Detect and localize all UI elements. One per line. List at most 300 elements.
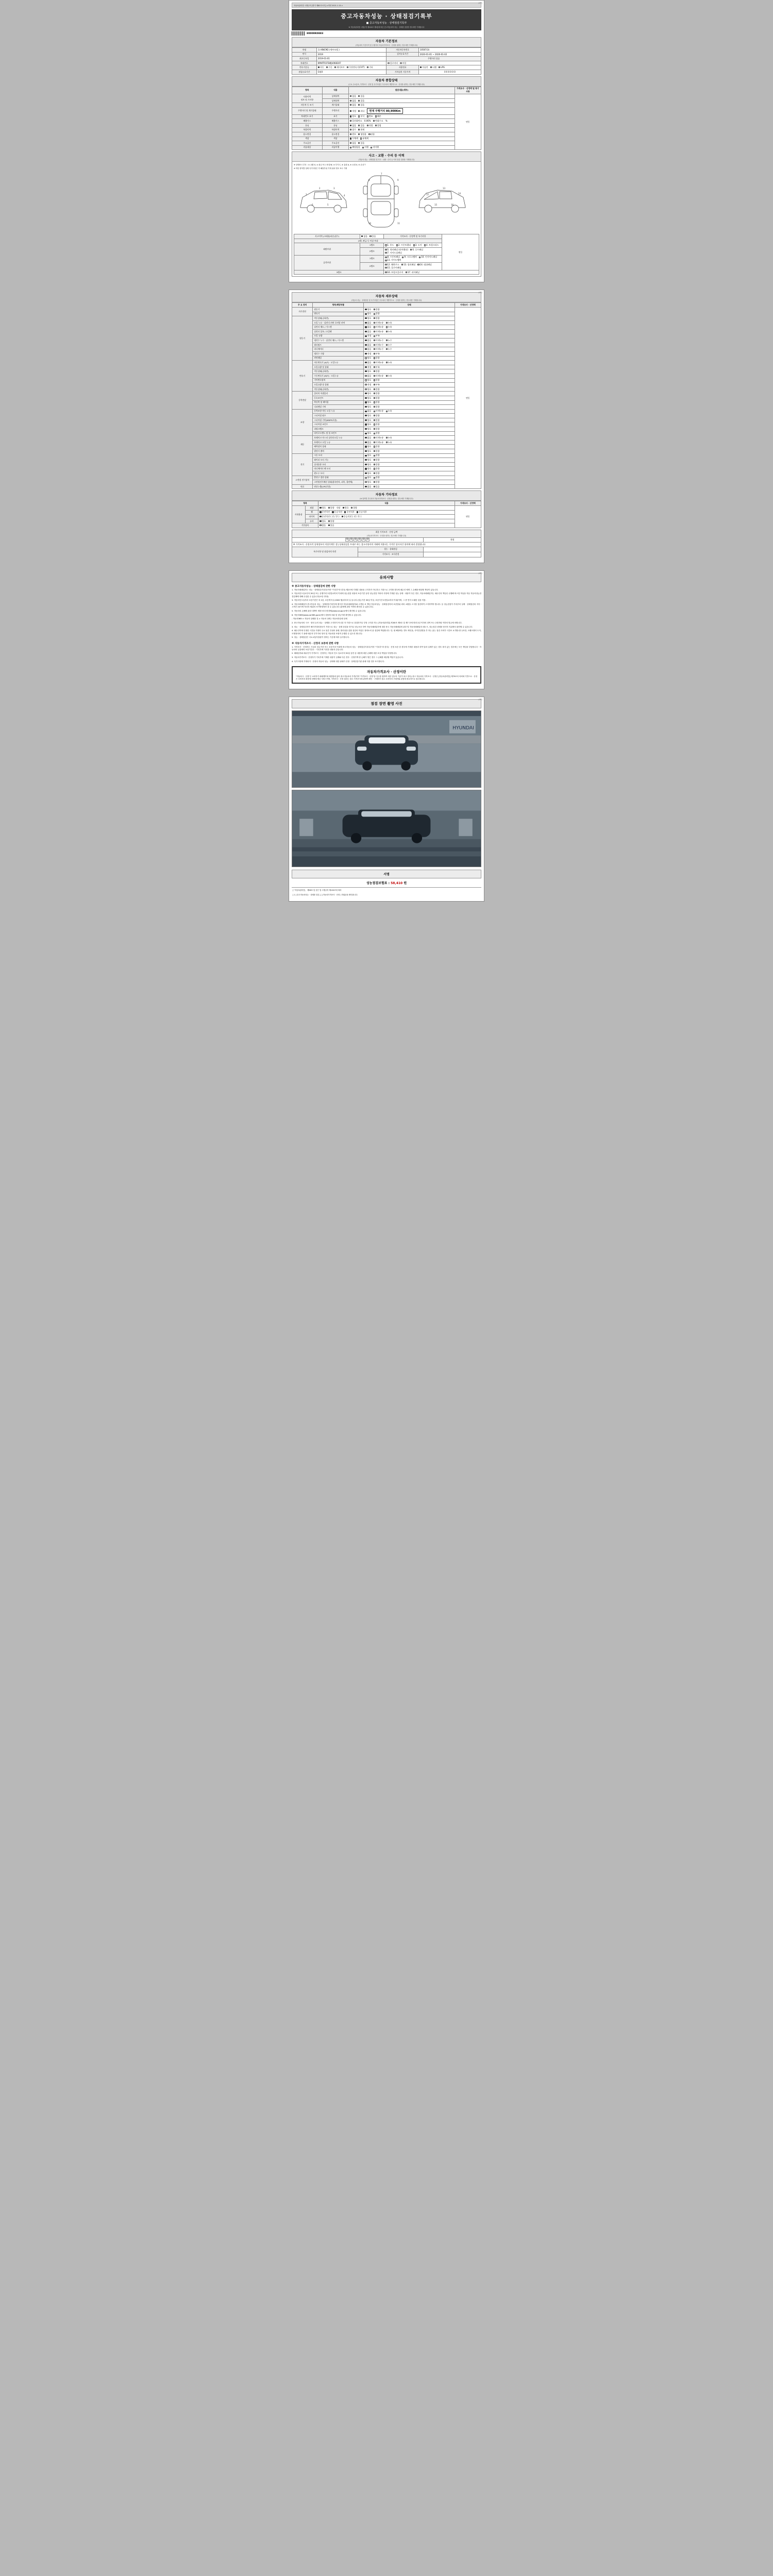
option-none[interactable]: 해당없음 (350, 146, 360, 149)
option-yes[interactable]: 있음 (369, 235, 376, 238)
part-roof-panel[interactable]: 6. 루프패널 (410, 248, 423, 251)
state-options (364, 409, 455, 414)
option-bad[interactable]: 불량 (374, 423, 380, 426)
row-options (349, 103, 455, 108)
rank-label: 1랭크 (360, 255, 384, 263)
option-legal[interactable]: 적법 (367, 124, 373, 127)
final-price-digits (292, 537, 424, 543)
option-passenger-rear[interactable]: 동승석후 (357, 511, 367, 514)
option-good[interactable]: 양호 (365, 388, 371, 391)
cat-frame: 골격부위 (294, 255, 360, 270)
option-driver-rear[interactable]: 운전석후 (344, 511, 355, 514)
barcode-image (292, 31, 305, 36)
option-hc[interactable]: 탄화수소 (373, 120, 383, 123)
part-glass: 유리 (305, 519, 318, 523)
row-item: 사용이력 정보 및 기사항 (292, 94, 323, 103)
notice-paragraph: 1. 자동차매매업자는 성능 · 상태점검기록부(이하 "기록부"라 한다) 제2조에 기재한 내용을 고지하기 아니하고 거짓으로 고지할 경우에 매수인 에게 그 손해를 배상할 책임이 있습니다. (292, 588, 439, 591)
state-options (364, 396, 455, 400)
part-steering-joint: 스티어링 조인트 (313, 422, 364, 427)
option-bad[interactable]: 불량 (374, 419, 380, 422)
row-label: 최초등록일 (292, 57, 317, 61)
option-insufficient[interactable]: 부족 (374, 334, 380, 337)
option-bad[interactable]: 불량 (328, 506, 334, 510)
state-options (364, 449, 455, 454)
option-leak[interactable]: 누수 (386, 344, 392, 347)
part-trunk-lid[interactable]: 4. 트렁크리드 (424, 244, 439, 247)
option-normal[interactable]: 적정 (350, 110, 356, 113)
option-slight-leak[interactable]: 미세누유 (374, 375, 384, 378)
svg-text:2: 2 (319, 187, 321, 190)
option-good[interactable]: 양호 (365, 308, 371, 311)
option-bad[interactable]: 불량 (374, 428, 380, 431)
state-options (364, 484, 455, 489)
part-pillar-panel[interactable]: 13. 필러패널 (401, 263, 415, 266)
final-price-header (292, 530, 481, 537)
price-digit: 0 (358, 538, 361, 541)
notice-paragraph: 2. 매매업자와 매수인이 가격조사 · 산정자는 자동차 인도 일로부터 30일 동안 동 내용에 대한 손해에 대한 보상 책임을 부담합니다. (292, 652, 397, 655)
overall-state-table (292, 87, 481, 150)
option-good[interactable]: 양호 (365, 397, 371, 400)
state-options (364, 467, 455, 471)
option-good[interactable]: 양호 (365, 481, 371, 484)
option-diesel[interactable]: 디젤 (430, 66, 436, 69)
option-mile[interactable]: 마일 (400, 62, 406, 65)
option-illegal[interactable]: 불법 (375, 124, 381, 127)
rank-label-3: 3랭크 (294, 270, 384, 275)
option-normal[interactable]: 양호 (350, 115, 356, 118)
option-none[interactable]: 없음 (365, 344, 371, 347)
base-price-label: 기차검진 기준가격 (386, 70, 418, 74)
note-cell: 연동 (455, 94, 481, 150)
page-corner-mark: (3쪽) (478, 699, 482, 701)
option-adequate[interactable]: 적정 (365, 383, 371, 386)
option-leak[interactable]: 누유 (386, 326, 392, 329)
notice-paragraph: 3. 성능 · 상태점검자가 해지기법의정보가 거짓으로 성능 · 상태 점검을 하거나 성능보증 하여 자동차매매업자에 대한 중고 자동차매매업에 관한 법 자동차매매업의 매도시, 성능점검 상태를 당사자 지위에서 판단할 수 있습니다. (292, 625, 473, 628)
part-at-leak: 자동변속기 (A/T) · 오일누유 (313, 361, 364, 365)
option-bad[interactable]: 불량 (374, 432, 380, 435)
signature-section-title: 서명 (292, 870, 481, 878)
option-slight-leak[interactable]: 미세누유 (374, 361, 384, 364)
option-good[interactable]: 양호 (365, 312, 371, 315)
option-none[interactable]: 없음 (365, 410, 371, 413)
accident-history-label: 사고이력 (크래쉬/파손/침수) (294, 234, 360, 239)
option-none[interactable]: 없음 (365, 375, 371, 378)
group-fuel: 연료 (292, 484, 313, 489)
part-radiator-fan-motor: 라디에이터 팬 모터 (313, 467, 364, 471)
option-cvt[interactable]: 무단변속기(CVT) (347, 66, 365, 69)
current-mileage-value: 80,900Km (385, 109, 401, 113)
option-yes[interactable]: 있음 (358, 95, 364, 98)
option-none[interactable]: 없음 (320, 524, 326, 527)
col-header-content: 내용 (318, 501, 455, 506)
option-slight-leak[interactable]: 미세누유 (374, 326, 384, 329)
part-wheel-house[interactable]: 12. 휠하우스 (385, 263, 399, 266)
car-diagram-svg (296, 171, 477, 232)
row-sub-label: 주행거리 (322, 107, 348, 114)
option-yes[interactable]: 있음 (358, 124, 364, 127)
notice-page-title: 유의사항 (292, 573, 481, 582)
part-tire: 타이어 (305, 515, 318, 519)
option-good[interactable]: 양호 (365, 419, 371, 422)
option-good[interactable]: 양호 (365, 423, 371, 426)
option-bad[interactable]: 불량 (374, 317, 380, 320)
part-cylinder-block: 실린더 블록 / 오일팬 (313, 330, 364, 334)
row-sub-label: 표기 (322, 114, 348, 119)
option-manual[interactable]: 수동 (326, 66, 332, 69)
section-subtitle-accident: (자동차 성능 · 상태점검 및 사고 · 교환 · 수리 등 이력 점검 결과를 기재합니다) (358, 159, 415, 161)
option-yes[interactable]: 있음 (358, 99, 364, 103)
option-slight-leak[interactable]: 미세누수 (374, 339, 384, 342)
page-1 (289, 0, 484, 282)
part-power-steering-leak: 동력조향 작동 오일 누유 (313, 409, 364, 414)
option-insufficient[interactable]: 부족 (374, 366, 380, 369)
option-damage[interactable]: 훼손 (375, 115, 381, 118)
state-options (364, 330, 455, 334)
option-yes[interactable]: 있음 (358, 104, 364, 107)
part-drive-shaft: 추진축 및 베어링 (313, 400, 364, 405)
part-brake-oil: 브레이크 오일 누유 (313, 440, 364, 445)
option-bad[interactable]: 불량 (374, 463, 380, 466)
state-options (364, 316, 455, 321)
parts-list (384, 263, 442, 270)
option-business[interactable]: 영업용 (358, 133, 366, 136)
row-sub-label: 특별이력 (322, 128, 348, 132)
option-yes[interactable]: 있음 (374, 485, 380, 488)
inspection-photo-1 (292, 710, 481, 788)
state-options (364, 405, 455, 410)
guarantee-paragraph: "자동차사 · 산정"은 소비자가 매매계약에 체결함에 있어 중고자동차의 가격(이하 "가격조사 · 산정"을 인수를 접하여 의한 업무의 기준이 되고 한다) 중고 자동차의 가격조사 · 산정은 [자동차관리법] 제79조의 의뢰에 기반으로 · 산정은 소비자의 희망에 선택에 제공 서비스이며, 가격조사 · 산정 결과는 참고 가격조사에 관하여 확인 · 구매하기 쉽고 소비자의 구매자와 관점에 중요하므로 참고합니다. (296, 675, 477, 681)
option-none[interactable]: 없음 (365, 326, 371, 329)
option-none[interactable]: 없음 (365, 321, 371, 325)
page-corner-mark: (2쪽) (478, 572, 482, 574)
option-bad[interactable]: 불량 (374, 405, 380, 409)
row-value: 올-XINCM2 (세부모델 ) (316, 48, 386, 53)
section-header-basic (292, 37, 481, 47)
option-yes[interactable]: 있음 (358, 142, 364, 145)
part-inside-panel[interactable]: 10. 인사이드패널 (419, 256, 437, 259)
state-options (364, 383, 455, 387)
part-window-motor: 윈도우 모터 (313, 471, 364, 476)
option-driver-front[interactable]: 운전석전 ( 전 / 후 ) (320, 515, 339, 518)
option-none[interactable]: 없음 (365, 485, 371, 488)
row-sub-label: 색상 (322, 137, 348, 141)
option-bad[interactable]: 불량 (374, 450, 380, 453)
option-leak[interactable]: 누유 (386, 436, 392, 439)
others-table (292, 501, 481, 528)
part-charge-port: 충전구 절연 상태 (313, 476, 364, 480)
option-gasoline[interactable]: 가솔린 (420, 66, 428, 69)
option-none[interactable]: 없음 (350, 95, 356, 98)
option-leak[interactable]: 누유 (386, 361, 392, 364)
option-none[interactable]: 없음 (365, 339, 371, 342)
footer-note-2: [ 1 ] 중고자동차성능 · 상태를 점검, [ ] 자동차가격조사 · 산정 ) 하였음을 확인합니다. (293, 894, 358, 896)
part-front-fender[interactable]: 2. 프론트휀더 (396, 244, 411, 247)
part-cross-member[interactable]: 9. 크로스멤버 (402, 256, 417, 259)
col-header-note: 가격조사 · 산정액 및 특기사항 (455, 87, 481, 94)
option-leak[interactable]: 누유 (386, 441, 392, 444)
photo-section-title: 점검 장면 촬영 사진 (292, 699, 481, 708)
part-rear-panel[interactable]: 17. 리어패널 (406, 271, 419, 274)
option-bad[interactable]: 불량 (374, 397, 380, 400)
option-insufficient[interactable]: 부족 (374, 352, 380, 355)
parts-list (384, 243, 442, 248)
option-slight-leak[interactable]: 미세누유 (374, 330, 384, 333)
option-bad[interactable]: 불량 (374, 481, 380, 484)
option-none[interactable]: 없음 (361, 235, 367, 238)
section-title-accident: 사고 · 교환 · 수리 등 이력 (368, 154, 405, 158)
state-options (364, 431, 455, 436)
part-mt-oil-level: 오일유량 및 상태 (313, 383, 364, 387)
part-fuel-leak: 연료누출(LPG포함) (313, 484, 364, 489)
row-value: KMHTR1FSWJU068307 (316, 61, 386, 65)
section-title-detail: 자동차 세부상태 (375, 295, 398, 299)
part-oil-level: 오일 유량 (313, 334, 364, 338)
row-options (349, 145, 455, 150)
option-good[interactable]: 양호 (365, 357, 371, 360)
part-alternator: 발전기 출력 (313, 449, 364, 454)
row-item: 특별이력 (292, 128, 323, 132)
option-bad[interactable]: 불량 (328, 520, 334, 523)
option-none[interactable]: 없음 (365, 348, 371, 351)
option-good-2[interactable]: 양호 (343, 506, 349, 510)
option-bad[interactable]: 불량 (374, 459, 380, 462)
option-adequate[interactable]: 적정 (365, 352, 371, 355)
option-good[interactable]: 양호 (320, 520, 326, 523)
option-bad[interactable]: 불량 (374, 392, 380, 395)
option-auto[interactable]: 자동 (318, 66, 324, 69)
option-none[interactable]: 없음 (365, 361, 371, 364)
section-title-basic: 자동차 기본정보 (375, 40, 398, 43)
option-leak[interactable]: 누수 (386, 339, 392, 342)
option-driver-front[interactable]: 운전석전 (320, 511, 330, 514)
option-good[interactable]: 양호 (365, 379, 371, 382)
option-passenger-front[interactable]: 동승석전 ( 전 / 후 ) (342, 515, 361, 518)
option-good[interactable]: 양호 (365, 370, 371, 373)
option-bad[interactable]: 부식 (358, 115, 364, 118)
option-none[interactable]: 없음 (350, 142, 356, 145)
others-price-note: 연동 (455, 505, 481, 528)
option-excess[interactable]: 과다 (358, 110, 364, 113)
option-good[interactable]: 양호 (365, 445, 371, 448)
row-mileage (349, 107, 455, 114)
option-leak[interactable]: 누유 (386, 330, 392, 333)
part-common-rail: 커먼레일 (313, 356, 364, 361)
row-options (349, 141, 455, 146)
option-slight-leak[interactable]: 미세누유 (374, 441, 384, 444)
option-bad[interactable]: 불량 (374, 370, 380, 373)
option-kilometer[interactable]: 킬로미터 (388, 62, 398, 65)
option-good[interactable]: 양호 (365, 472, 371, 475)
option-slight-leak[interactable]: 미세누유 (374, 410, 384, 413)
option-none[interactable]: 없음 (350, 124, 356, 127)
row-label-2: 검사유효기간 (386, 52, 418, 57)
option-semi-auto[interactable]: 세미오토 (334, 66, 345, 69)
part-floor-panel[interactable]: 15. 플로어패널 (385, 266, 401, 269)
notice-head-2: ※ 자동차가격조사 · 산정의 보증에 관한 사항 (292, 642, 339, 645)
part-trunk-floor[interactable]: 16. 트렁크플로어 (385, 271, 403, 274)
option-good[interactable]: 양호 (365, 392, 371, 395)
part-side-member[interactable]: 11. 사이드멤버 (385, 259, 401, 262)
option-passenger-front[interactable]: 동승석전 (332, 511, 342, 514)
row-label-2: 자동차등록번호 (386, 48, 418, 53)
option-good[interactable]: 양호 (365, 476, 371, 479)
accident-diagram-area (292, 162, 481, 277)
option-lpg[interactable]: LPG (439, 66, 445, 69)
rank-label: 2랭크 (360, 263, 384, 270)
part-wiper-motor: 와이퍼 모터 기능 (313, 458, 364, 463)
option-leak[interactable]: 누유 (386, 375, 392, 378)
option-co[interactable]: 일산화탄소 (350, 120, 362, 123)
emission-co-value: 0.06% (364, 119, 371, 122)
option-adequate[interactable]: 적정 (365, 334, 371, 337)
current-mileage-label: 현재 주행거리 (369, 109, 385, 113)
remarks-row-label-2: 가격조사 · 조사산정 (358, 552, 424, 557)
part-steering-pump: 스티어링 펌프 (313, 414, 364, 418)
fee-unit: 원 (404, 882, 407, 886)
row-value: 2019-01-01 (316, 57, 386, 61)
option-slight-leak[interactable]: 미세누수 (374, 344, 384, 347)
option-bad[interactable]: 불량 (374, 388, 380, 391)
option-none[interactable]: 없음 (350, 99, 356, 103)
row-options (349, 123, 455, 128)
detail-state-table (292, 302, 481, 489)
part-front-panel[interactable]: 8. 프론트패널 (385, 256, 400, 259)
option-good[interactable]: 양호 (365, 317, 371, 320)
option-none[interactable]: 없음 (350, 104, 356, 107)
option-bad[interactable]: 불량 (374, 401, 380, 404)
option-none[interactable]: 없음 (365, 436, 371, 439)
group-transmission: 변속기 (292, 361, 313, 392)
state-options (318, 519, 455, 523)
section-subtitle-overall: (주요 주요골조, 가격조사 · 산정 및 특기사항은 부수되어 개별적으로 · 산정을 원하는 경우에만 기재합니다) (348, 83, 425, 86)
svg-text:9: 9 (397, 179, 399, 182)
state-options (364, 351, 455, 356)
notice-paragraph: 4. 자동차매매업자 중고자동차 성능 · 상태점검기록부에 제시한 자동차매매업자와 고객을 보 책임 자동차성능 · 상태점검자의 보증범위 외의 교환을 고시를 점검하여 고지하여야 합니다. 동 성능점검이 기록부의 실제 · 상태점검의 지속 · 고객은 24시에 자신의 범위의 보기방향정보 을 수 있습니다 (관세에 관한 이에서 확인한 수 있습니다). (292, 603, 481, 608)
row-options (349, 94, 455, 99)
option-good[interactable]: 양호 (365, 428, 371, 431)
guarantee-title: 자동차가격조사 · 산정이란 (366, 670, 407, 674)
diagram-legend-2: ※ 하단 항목별 상태 특기사항은 각 해당부위 기재 위치 번호 표시 기재 (294, 167, 347, 170)
option-good[interactable]: 양호 (365, 450, 371, 453)
accident-history-table (294, 234, 479, 275)
option-good[interactable]: 양호 (365, 454, 371, 457)
col-header-price: 가격조사 · 산정액 (455, 501, 481, 506)
option-bad[interactable]: 불량 (374, 445, 380, 448)
option-insufficient[interactable]: 부족 (374, 383, 380, 386)
remarks-row-value-1[interactable] (424, 547, 481, 552)
price-digit: 0 (362, 538, 365, 541)
option-good[interactable]: 양호 (365, 401, 371, 404)
current-mileage-box (367, 108, 404, 114)
option-bad[interactable]: 불량 (374, 476, 380, 479)
part-water-pump: 워터펌프 (313, 343, 364, 347)
part-door[interactable]: 3. 도어 (413, 244, 422, 247)
option-good[interactable]: 양호 (365, 432, 371, 435)
option-bad[interactable]: 불량 (374, 454, 380, 457)
option-official[interactable]: 관용 (368, 133, 375, 136)
svg-text:8: 8 (368, 179, 370, 182)
notice-paragraph: 2. 자동차인도일로부터 30일 또는 운행거리 2천킬로미터 이내에 성능점검 내용의 보증기간 동안 성능점검 이외의 사항에 기재된 성능 상태 · 내용이 다른 경우, 자동차매매업자는 매수인의 책임선 수행해 버스킬 학습을 자동 자동차성능점검업체에 대해 수입된 수 있습니다(보증 안내). (292, 592, 481, 598)
option-etc[interactable]: 기타 (367, 66, 373, 69)
page-3 (289, 570, 484, 689)
option-bad[interactable]: 불량 (374, 472, 380, 475)
option-good[interactable]: 양호 (320, 506, 326, 510)
page-subtitle: ■ 중고자동차성능 · 상태점검기록부 (366, 22, 407, 25)
part-transmission: 변속기 (313, 312, 364, 316)
option-none[interactable]: 없음 (365, 330, 371, 333)
inspection-valid-value: G월0 (316, 70, 386, 74)
state-options (364, 414, 455, 418)
state-options (364, 320, 455, 325)
option-slight-leak[interactable]: 미세누유 (374, 321, 384, 325)
page-subtitle-note: ※ 자동차관리법 시행규칙 제120조 제1항에 따른 중고자동차의 성능 · 상태를 점검한 경우에만 기재합니다 (348, 26, 425, 28)
option-leak[interactable]: 누유 (386, 321, 392, 325)
option-good[interactable]: 양호 (365, 459, 371, 462)
section-header-others (292, 490, 481, 501)
option-bad[interactable]: 불량 (374, 357, 380, 360)
guarantee-box (292, 666, 481, 684)
option-bad[interactable]: 불량 (374, 467, 380, 470)
option-adequate[interactable]: 적정 (365, 366, 371, 369)
option-color-change[interactable]: 유채색 (360, 137, 368, 140)
option-bad[interactable]: 불량 (374, 414, 380, 417)
option-leak[interactable]: 누수 (386, 348, 392, 351)
option-good[interactable]: 양호 (365, 463, 371, 466)
option-done[interactable]: 이행 (362, 146, 368, 149)
part-coolant-head: 냉각수 누수 · 실린더 헤드 / 가스켓 (313, 338, 364, 343)
part-dash-panel[interactable]: 14. 대쉬패널 (417, 263, 431, 266)
state-options (364, 453, 455, 458)
part-hood[interactable]: 1. 후드 (385, 244, 394, 247)
option-good[interactable]: 양호 (365, 414, 371, 417)
option-yes[interactable]: 있음 (328, 524, 334, 527)
row-options (349, 114, 455, 119)
option-fire[interactable]: 화재 (358, 128, 364, 131)
option-slight-leak[interactable]: 미세누유 (374, 436, 384, 439)
option-good[interactable]: 양호 (365, 405, 371, 409)
section-title-others: 자동차 기타정보 (375, 493, 398, 497)
remarks-row-value-2[interactable] (424, 552, 481, 557)
part-side-sill[interactable]: 7. 사이드실패널 (385, 251, 401, 255)
cat-exterior: 외판부위 (294, 243, 360, 255)
label-interior: 내장 (336, 506, 341, 509)
option-bad[interactable]: 불량 (374, 308, 380, 311)
page-2 (289, 290, 484, 563)
state-options (364, 476, 455, 480)
option-modified[interactable]: 변조 (367, 115, 373, 118)
option-leak[interactable]: 누유 (386, 410, 392, 413)
option-none[interactable]: 없음 (365, 441, 371, 444)
col-header-system: 주 요 장치 (292, 303, 313, 308)
col-header-item: 항목 (292, 87, 323, 94)
option-slight-leak[interactable]: 미세누수 (374, 348, 384, 351)
row-value-2: 2020-01-01 ~ 2020-01-02 (418, 52, 481, 57)
option-bad[interactable]: 불량 (374, 312, 380, 315)
option-rental[interactable]: 렌트 (350, 133, 356, 136)
option-not-done[interactable]: 미이행 (371, 146, 379, 149)
notice-paragraph: 3. 자동차가격조사 · 산정자가 기록부에 기재한 내용이 실제와 다른 경우 · 산정가액 중 손해가 생긴 경우 그 손해를 배상할 책임이 있습니다. (292, 656, 404, 659)
option-good[interactable]: 양호 (365, 467, 371, 470)
part-at-oil-level: 오일유량 및 상태 (313, 365, 364, 369)
option-flood[interactable]: 침수 (350, 128, 356, 131)
part-quarter-panel[interactable]: 5. 쿼터패널 (리어휀더) (385, 248, 408, 251)
part-engine: 원동기 (313, 308, 364, 312)
option-no-color-change[interactable]: 무채색 (350, 137, 358, 140)
option-bad-2[interactable]: 불량 (351, 506, 357, 510)
row-item: 주행거리 및 계기상태 (292, 107, 323, 114)
option-bad[interactable]: 불량 (374, 379, 380, 382)
row-value-2: 10567(3) (418, 48, 481, 53)
